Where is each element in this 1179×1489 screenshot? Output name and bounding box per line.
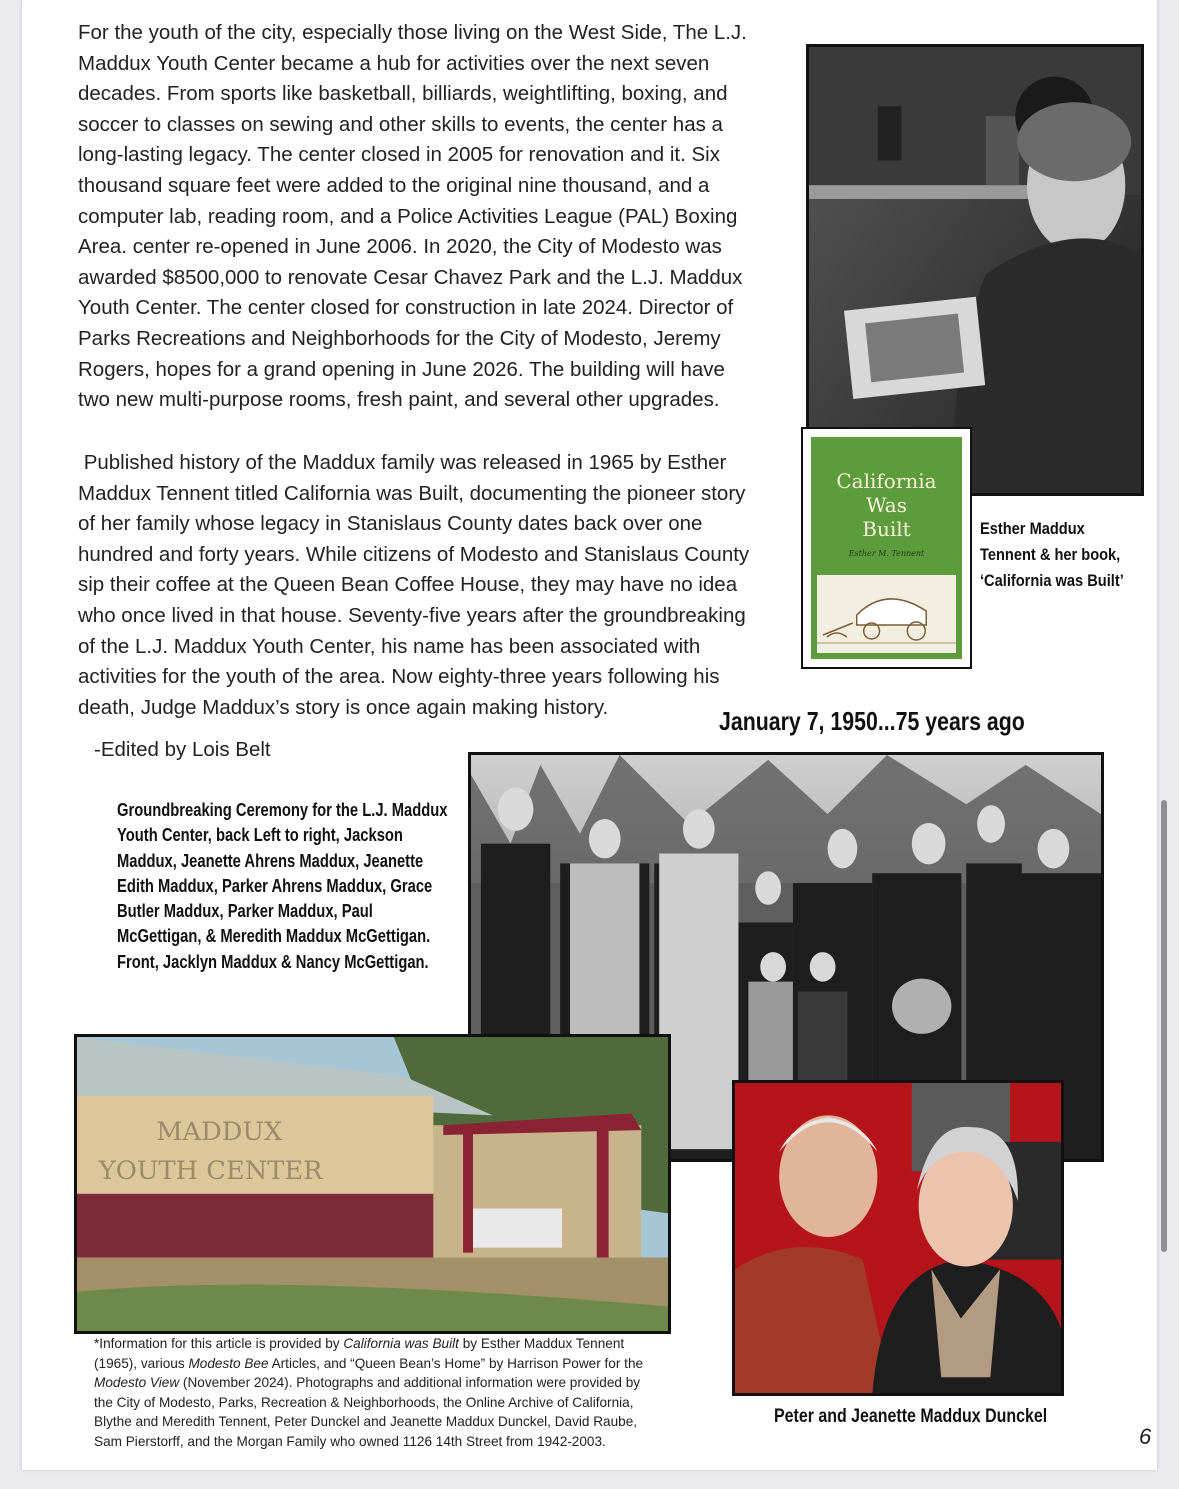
book-cover <box>811 437 962 659</box>
footnote-text: (November 2024). Photographs and additional information were provided by <box>179 1375 641 1391</box>
text-line: decades. From sports like basketball, billiards, weightlifting, boxing, and <box>78 82 728 106</box>
caption-line: Tennent & her book, <box>980 545 1121 564</box>
caption-line: Groundbreaking Ceremony for the L.J. Maddux <box>117 800 448 820</box>
book-title-line: Was <box>865 493 907 517</box>
text-line: of her family whose legacy in Stanislaus County dates back over one <box>78 512 703 536</box>
dunckel-caption: Peter and Jeanette Maddux Dunckel <box>774 1406 1048 1427</box>
book-title-line: Built <box>862 517 911 541</box>
text-line: For the youth of the city, especially those living on the West Side, The L.J. <box>78 21 747 44</box>
text-line: Area. center re-opened in June 2006. In 2020, the City of Modesto was <box>78 235 722 259</box>
text-line: soccer to classes on sewing and other skills to events, the center has a <box>78 112 723 136</box>
text-line: thousand square feet were added to the original nine thousand, and a <box>78 173 710 197</box>
book-title <box>811 469 962 541</box>
footnote-line <box>94 1334 714 1354</box>
text-line: Maddux Tennent titled California was Built, documenting the pioneer story <box>78 481 746 505</box>
footnote-text: by Esther Maddux Tennent <box>458 1336 625 1351</box>
text-line: two new multi-purpose rooms, fresh paint, and several other upgrades. <box>78 388 720 412</box>
date-heading: January 7, 1950...75 years ago <box>719 706 1025 736</box>
text-line: of the L.J. Maddux Youth Center, his name has been associated with <box>78 634 701 658</box>
footnote-line: the City of Modesto, Parks, Recreation & Neighborhoods, the Online Archive of California, <box>94 1394 634 1410</box>
building-sign-line-1: MADDUX <box>156 1117 283 1147</box>
text-line: Youth Center. The center closed for construction in late 2024. Director of <box>78 296 734 320</box>
text-line: Rogers, hopes for a grand opening in June 2026. The building will have <box>78 357 725 381</box>
wagon-illustration <box>817 575 956 653</box>
esther-caption <box>980 516 1143 594</box>
footnote-title: Modesto Bee <box>188 1355 269 1371</box>
dunckel-couple-photo <box>732 1080 1064 1396</box>
footnote-line <box>94 1354 714 1374</box>
book-author: Esther M. Tennent <box>848 549 925 558</box>
caption-line: Edith Maddux, Parker Ahrens Maddux, Grace <box>117 875 433 896</box>
building-sign-line-2: YOUTH CENTER <box>98 1156 323 1187</box>
caption-line: McGettigan, & Meredith Maddux McGettigan. <box>117 926 431 947</box>
footnote-credits <box>94 1334 714 1452</box>
caption-line: Esther Maddux <box>980 519 1085 538</box>
maddux-youth-center-building-photo <box>74 1034 671 1334</box>
footnote-text: (1965), various <box>94 1355 189 1371</box>
footnote-text: *Information for this article is provided by <box>94 1336 344 1351</box>
edited-by: -Edited by Lois Belt <box>94 738 271 761</box>
footnote-line: Sam Pierstorff, and the Morgan Family who owned 1126 14th Street from 1942-2003. <box>94 1433 606 1449</box>
article-paragraph-2 <box>78 448 806 723</box>
text-line: long-lasting legacy. The center closed in 2005 for renovation and it. Six <box>78 143 720 167</box>
article-paragraph-1 <box>78 18 806 416</box>
text-line: Published history of the Maddux family was released in 1965 by Esther <box>78 451 727 474</box>
text-line: death, Judge Maddux’s story is once again making history. <box>78 695 609 719</box>
page-number: 6 <box>1139 1424 1152 1449</box>
text-line: sip their coffee at the Queen Bean Coffee House, they may have no idea <box>78 573 738 597</box>
page <box>22 0 1157 1470</box>
vertical-scrollbar[interactable] <box>1161 800 1167 1252</box>
text-line: who once lived in that house. Seventy-five years after the groundbreaking <box>78 603 746 627</box>
text-line: hundred and forty years. While citizens of Modesto and Stanislaus County <box>78 542 750 566</box>
groundbreaking-caption <box>117 798 453 975</box>
footnote-title: California was Built <box>343 1336 459 1351</box>
california-was-built-book-image <box>801 427 972 669</box>
text-line: computer lab, reading room, and a Police Activities League (PAL) Boxing <box>78 204 738 228</box>
footnote-text: Articles, and “Queen Bean’s Home” by Harrison Power for the <box>268 1355 644 1371</box>
text-line: Maddux Youth Center became a hub for activities over the next seven <box>78 51 710 75</box>
caption-line: Maddux, Jeanette Ahrens Maddux, Jeanette <box>117 850 424 871</box>
caption-line: Youth Center, back Left to right, Jackson <box>117 825 403 846</box>
caption-line: Butler Maddux, Parker Maddux, Paul <box>117 901 373 922</box>
caption-line: Front, Jacklyn Maddux & Nancy McGettigan. <box>117 951 429 972</box>
book-title-line: California <box>836 469 937 493</box>
text-line: awarded $8500,000 to renovate Cesar Chavez Park and the L.J. Maddux <box>78 265 743 289</box>
text-line: activities for the youth of the area. Now eighty-three years following his <box>78 665 720 689</box>
text-line: Parks Recreations and Neighborhoods for the City of Modesto, Jeremy <box>78 326 721 350</box>
footnote-title: Modesto View <box>94 1375 180 1391</box>
footnote-line: Blythe and Meredith Tennent, Peter Dunckel and Jeanette Maddux Dunckel, David Raube, <box>94 1414 638 1430</box>
caption-line: ‘California was Built’ <box>980 571 1124 590</box>
footnote-line <box>94 1373 714 1393</box>
